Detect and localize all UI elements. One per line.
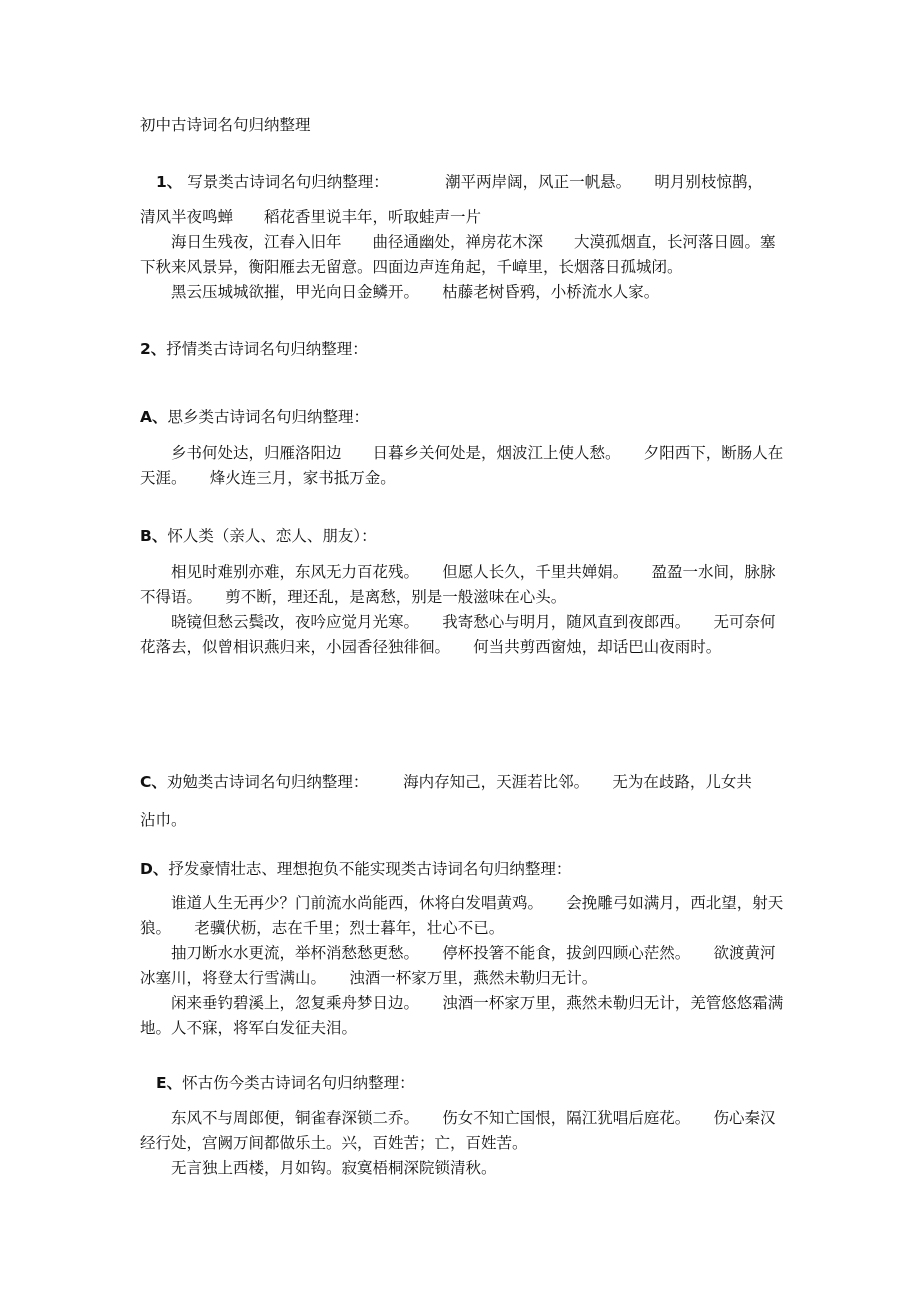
section-c xyxy=(140,763,790,839)
section-e-paragraph-2: 无言独上西楼，月如钩。寂寞梧桐深院锁清秋。 xyxy=(171,1159,497,1177)
section-1-number: 1、 xyxy=(156,173,183,191)
section-c-line2: 沾巾。 xyxy=(140,811,187,829)
section-a-heading: 思乡类古诗词名句归纳整理： xyxy=(167,408,370,426)
section-c-letter: C、 xyxy=(140,773,167,791)
section-e-paragraph-1: 东风不与周郎便，铜雀春深锁二乔。 伤女不知亡国恨，隔江犹唱后庭花。 伤心秦汉经行处，宫阙万间都做乐土。兴，百姓苦；亡，百姓苦。 xyxy=(140,1109,776,1152)
section-b-letter: B、 xyxy=(140,527,168,545)
section-e-heading-line xyxy=(156,1071,806,1096)
document-title: 初中古诗词名句归纳整理 xyxy=(140,116,311,134)
section-d-paragraph-1: 谁道人生无再少？门前流水尚能西，休将白发唱黄鸡。 会挽雕弓如满月，西北望，射天狼。 老骥伏枥，志在千里；烈士暮年，壮心不已。 xyxy=(140,894,784,937)
section-1-line2: 清风半夜鸣蝉 稻花香里说丰年，听取蛙声一片 xyxy=(140,208,482,226)
section-2-heading: 抒情类古诗词名句归纳整理： xyxy=(166,340,368,358)
section-e-letter: E、 xyxy=(156,1074,183,1092)
section-1-paragraph-2: 海日生残夜，江春入旧年 曲径通幽处，禅房花木深 大漠孤烟直，长河落日圆。塞下秋来风景异，衡阳雁去无留意。四面边声连角起，千嶂里，长烟落日孤城闭。 xyxy=(140,233,776,276)
section-d-body xyxy=(140,891,790,1041)
section-e-body xyxy=(140,1106,790,1181)
section-2-heading-line xyxy=(140,337,790,362)
section-d-heading-line xyxy=(140,857,790,882)
section-b-body xyxy=(140,560,790,660)
section-1-line1-tail: 潮平两岸阔，风正一帆悬。 明月别枝惊鹊， xyxy=(445,173,763,191)
section-d-heading: 抒发豪情壮志、理想抱负不能实现类古诗词名句归纳整理： xyxy=(168,860,572,878)
section-c-heading: 劝勉类古诗词名句归纳整理： xyxy=(166,773,369,791)
section-b-heading: 怀人类（亲人、恋人、朋友）： xyxy=(167,527,377,545)
section-b-paragraph-1: 相见时难别亦难，东风无力百花残。 但愿人长久，千里共婵娟。 盈盈一水间，脉脉不得语。 剪不断，理还乱，是离愁，别是一般滋味在心头。 xyxy=(140,563,776,606)
section-1 xyxy=(140,170,790,305)
section-a-paragraph-1: 乡书何处达，归雁洛阳边 日暮乡关何处是，烟波江上使人愁。 夕阳西下，断肠人在天涯。 烽火连三月，家书抵万金。 xyxy=(140,444,784,487)
section-c-line1-tail: 海内存知己，天涯若比邻。 无为在歧路，儿女共 xyxy=(403,773,752,791)
section-1-heading: 写景类古诗词名句归纳整理： xyxy=(187,173,389,191)
section-b-heading-line xyxy=(140,524,790,549)
section-e-heading: 怀古伤今类古诗词名句归纳整理： xyxy=(182,1074,415,1092)
section-2-number: 2、 xyxy=(140,340,167,358)
section-c-first-line xyxy=(140,763,790,801)
section-d-letter: D、 xyxy=(140,860,169,878)
section-d-paragraph-2: 抽刀断水水更流，举杯消愁愁更愁。 停杯投箸不能食，拔剑四顾心茫然。 欲渡黄河冰塞川，将登太行雪满山。 浊酒一杯家万里，燕然未勒归无计。 xyxy=(140,944,776,987)
section-a-heading-line xyxy=(140,405,790,430)
section-1-first-line xyxy=(140,170,790,195)
section-1-paragraph-3: 黑云压城城欲摧，甲光向日金鳞开。 枯藤老树昏鸦，小桥流水人家。 xyxy=(171,283,660,301)
section-d-paragraph-3: 闲来垂钓碧溪上，忽复乘舟梦日边。 浊酒一杯家万里，燕然未勒归无计，羌管悠悠霜满地。人不寐，将军白发征夫泪。 xyxy=(140,994,784,1037)
section-a-letter: A、 xyxy=(140,408,168,426)
section-b-paragraph-2: 晓镜但愁云鬓改，夜吟应觉月光寒。 我寄愁心与明月，随风直到夜郎西。 无可奈何花落去，似曾相识燕归来，小园香径独徘徊。 何当共剪西窗烛，却话巴山夜雨时。 xyxy=(140,613,776,656)
